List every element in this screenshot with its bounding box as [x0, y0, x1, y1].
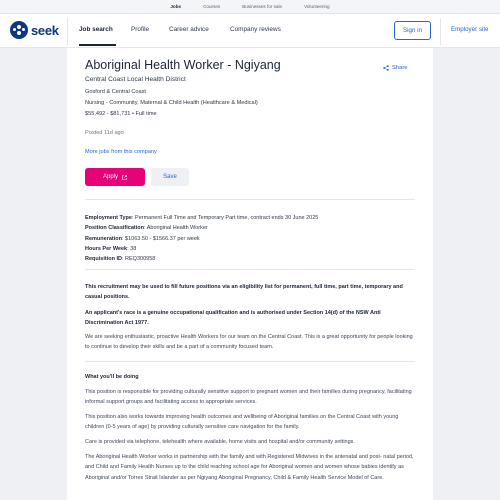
occupational-qualification-notice: An applicant's race is a genuine occupational qualification and is authorised under Section 14(d) of the NSW Anti Discrimination Act 1977.: [85, 310, 381, 327]
share-label: Share: [392, 65, 408, 71]
section-divider: [85, 269, 415, 270]
nav-profile[interactable]: Profile: [131, 26, 150, 33]
posted-date: Posted 11d ago: [85, 130, 124, 136]
detail-remuneration: Remuneration: $1063.50 - $1566.37 per week: [85, 235, 200, 242]
job-details-list: [85, 213, 415, 264]
topbar-link-courses[interactable]: Courses: [203, 4, 221, 9]
section-divider: [85, 361, 415, 362]
bullet-separator: •: [131, 111, 136, 117]
nav-divider: [67, 18, 68, 45]
detail-hours-per-week: Hours Per Week: 38: [85, 245, 137, 252]
seek-logo-text: seek: [31, 22, 59, 38]
job-work-type: Full time: [135, 111, 157, 117]
nav-divider-right: [440, 18, 441, 45]
share-button[interactable]: [383, 65, 407, 71]
job-salary-worktype: [85, 111, 157, 117]
employer-name[interactable]: Central Coast Local Health District: [85, 76, 186, 83]
job-title: Aboriginal Health Worker - Ngiyang: [85, 58, 281, 72]
detail-requisition-id: Requisition ID: REQ300958: [85, 256, 156, 263]
apply-button[interactable]: [85, 168, 145, 186]
apply-label: Apply: [102, 174, 118, 180]
main-navbar: [0, 14, 500, 48]
seek-logo[interactable]: [10, 21, 59, 39]
external-link-icon: [122, 175, 127, 180]
employer-site-link[interactable]: Employer site: [451, 26, 489, 33]
section-divider: [85, 199, 415, 200]
sign-in-button[interactable]: Sign in: [394, 21, 431, 40]
duty-paragraph-2: This position also works towards improving health outcomes and wellbeing of Aboriginal families on the Central Coast with young children (0-5 years of age) by providing culturally sensitive care navigation for the family.: [85, 414, 399, 431]
topbar-link-businesses-for-sale[interactable]: Businesses for sale: [242, 4, 283, 9]
save-button[interactable]: Save: [151, 168, 189, 186]
detail-position-classification: Position Classification: Aboriginal Health Worker: [85, 225, 208, 232]
recruitment-notice: This recruitment may be used to fill future positions via an eligibility list for permanent, full time, part time, temporary and casual positions.: [85, 284, 403, 301]
detail-employment-type: Employment Type: Permanent Full Time and Temporary Part time, contract ends 30 June 2025: [85, 215, 319, 221]
intro-paragraph: We are seeking enthusiastic, proactive Health Workers for our team on the Central Coast. This is a great opportunity for people looking to continue to develop their skills and be a part of a community focused team.: [85, 334, 413, 351]
top-utility-bar: [0, 0, 500, 14]
duty-paragraph-4: The Aboriginal Health Worker works in partnership with the family and with Registered Midwives in the antenatal and post- natal period, and Child and Family Health Nurses up to the child reaching school age for Aboriginal women and women whose babies identify as Aboriginal and/or Torres Strait Islander as per Ngiyang Aboriginal Pregnancy, Child & Family Health Service Model of Care.: [85, 454, 414, 481]
share-icon: [383, 65, 389, 71]
job-classification[interactable]: Nursing - Community, Maternal & Child Health (Healthcare & Medical): [85, 100, 258, 106]
seek-logo-icon: [10, 21, 28, 39]
active-tab-underline: [79, 44, 116, 46]
section-heading: What you'll be doing: [85, 374, 139, 380]
nav-career-advice[interactable]: Career advice: [169, 26, 209, 33]
nav-company-reviews[interactable]: Company reviews: [230, 26, 281, 33]
duty-paragraph-1: This position is responsible for providing culturally sensitive support to pregnant women and their families during pregnancy, facilitating informal support groups and facilitating access to appropriate services.: [85, 389, 412, 406]
topbar-link-jobs[interactable]: Jobs: [170, 4, 182, 9]
job-salary: $55,492 - $81,731: [85, 111, 131, 117]
job-location[interactable]: Gosford & Central Coast: [85, 89, 146, 95]
topbar-link-volunteering[interactable]: Volunteering: [304, 4, 330, 9]
nav-job-search[interactable]: Job search: [79, 26, 113, 33]
more-jobs-link[interactable]: More jobs from this company: [85, 149, 157, 155]
job-detail-card: [67, 48, 433, 500]
duty-paragraph-3: Care is provided via telephone, telehealth where available, home visits and hospital and/or community settings.: [85, 439, 355, 445]
